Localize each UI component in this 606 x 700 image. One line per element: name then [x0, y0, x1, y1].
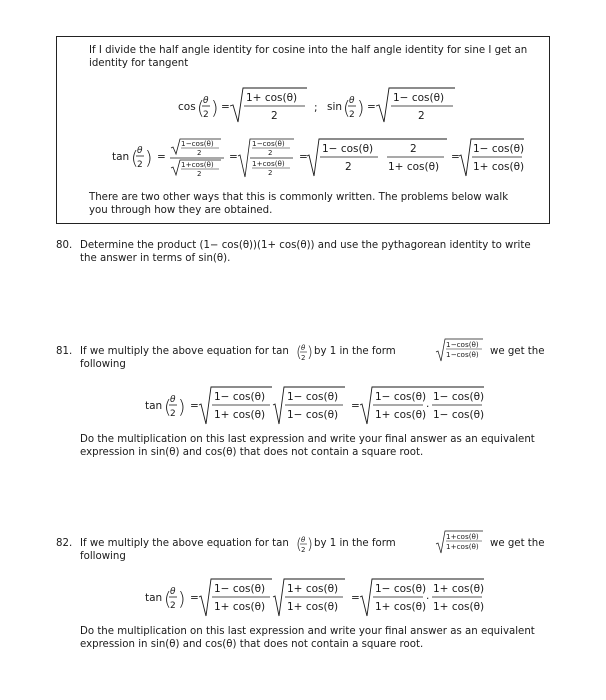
- fraction-2-denominator: 1+ cos(θ): [287, 601, 339, 613]
- fraction-3-denominator: 1+ cos(θ): [375, 409, 427, 421]
- problem-81-line-1a: If we multiply the above equation for tan: [80, 346, 289, 357]
- product-numerator-2: 2: [410, 143, 417, 155]
- theta: θ: [301, 344, 306, 352]
- sin-label: sin: [327, 101, 343, 113]
- dot: ·: [426, 401, 430, 413]
- fraction-1-denominator: 1+ cos(θ): [214, 601, 266, 613]
- equals-sign: =: [299, 151, 308, 163]
- sin-identity-numerator: 1− cos(θ): [393, 92, 445, 104]
- problem-81-number: 81.: [56, 346, 73, 357]
- problem-82-line-1c: we get the: [490, 538, 545, 549]
- two: 2: [301, 354, 306, 362]
- svg-text:(: (: [164, 588, 172, 610]
- theta: θ: [349, 96, 355, 106]
- two: 2: [197, 149, 202, 157]
- fraction-3-numerator: 1− cos(θ): [375, 583, 427, 595]
- svg-text:(: (: [197, 97, 205, 119]
- fraction-4-numerator: 1− cos(θ): [433, 391, 485, 403]
- two: 2: [203, 110, 209, 120]
- svg-text:(: (: [296, 535, 302, 553]
- svg-text:): ): [307, 343, 313, 361]
- fraction-3-denominator: 1+ cos(θ): [375, 601, 427, 613]
- tan-label: tan: [145, 592, 163, 604]
- small-denominator: 1+cos(θ): [181, 160, 214, 169]
- problem-82-instruction-1: Do the multiplication on this last expression and write your final answer as an equivalent: [80, 626, 535, 637]
- problem-80-number: 80.: [56, 240, 73, 251]
- theta: θ: [170, 587, 176, 597]
- cos-label: cos: [178, 101, 196, 113]
- product-denominator-2: 1+ cos(θ): [388, 161, 440, 173]
- dot: ·: [426, 593, 430, 605]
- fraction-1-denominator: 1+ cos(θ): [214, 409, 266, 421]
- problem-81-line-1c: we get the: [490, 346, 545, 357]
- form-denominator: 1−cos(θ): [446, 350, 479, 359]
- fraction-1-numerator: 1− cos(θ): [214, 583, 266, 595]
- result-numerator: 1− cos(θ): [473, 143, 525, 155]
- outro-line-1: There are two other ways that this is commonly written. The problems below walk: [89, 192, 509, 203]
- separator: ;: [314, 102, 318, 114]
- small-numerator: 1−cos(θ): [252, 139, 285, 148]
- fraction-2-denominator: 1− cos(θ): [287, 409, 339, 421]
- form-denominator: 1+cos(θ): [446, 542, 479, 551]
- result-denominator: 1+ cos(θ): [473, 161, 525, 173]
- intro-line-1: If I divide the half angle identity for cosine into the half angle identity for sine I get an: [89, 45, 528, 56]
- tan-label: tan: [145, 400, 163, 412]
- problem-82-line-2: following: [80, 551, 126, 562]
- problem-81-instruction-2: expression in sin(θ) and cos(θ) that does not contain a square root.: [80, 447, 424, 458]
- problem-81-line-1b: by 1 in the form: [314, 346, 396, 357]
- cos-identity-numerator: 1+ cos(θ): [246, 92, 298, 104]
- small-denominator: 1+cos(θ): [252, 159, 285, 168]
- equals-sign: =: [221, 101, 230, 113]
- two: 2: [197, 170, 202, 178]
- fraction-2-numerator: 1+ cos(θ): [287, 583, 339, 595]
- theta: θ: [137, 146, 143, 156]
- two: 2: [268, 169, 273, 177]
- equals-sign: =: [190, 400, 199, 412]
- two: 2: [349, 110, 355, 120]
- fraction-1-numerator: 1− cos(θ): [214, 391, 266, 403]
- two: 2: [301, 546, 306, 554]
- small-numerator: 1−cos(θ): [181, 139, 214, 148]
- problem-81-instruction-1: Do the multiplication on this last expression and write your final answer as an equivalent: [80, 434, 535, 445]
- sin-identity-denominator: 2: [418, 110, 425, 122]
- two: 2: [170, 409, 176, 419]
- fraction-3-numerator: 1− cos(θ): [375, 391, 427, 403]
- theta: θ: [203, 96, 209, 106]
- problem-82-instruction-2: expression in sin(θ) and cos(θ) that does not contain a square root.: [80, 639, 424, 650]
- problem-81-line-2: following: [80, 359, 126, 370]
- svg-text:(: (: [164, 396, 172, 418]
- cos-identity-denominator: 2: [271, 110, 278, 122]
- product-numerator-1: 1− cos(θ): [322, 143, 374, 155]
- outro-line-2: you through how they are obtained.: [89, 205, 273, 216]
- svg-text:): ): [145, 147, 153, 169]
- form-numerator: 1−cos(θ): [446, 340, 479, 349]
- equals-sign: =: [367, 101, 376, 113]
- theta: θ: [170, 395, 176, 405]
- problem-80-line-1: Determine the product (1− cos(θ))(1+ cos(θ)) and use the pythagorean identity to write: [80, 240, 531, 251]
- equals-sign: =: [351, 592, 360, 604]
- svg-text:): ): [307, 535, 313, 553]
- fraction-4-denominator: 1+ cos(θ): [433, 601, 485, 613]
- problem-82-line-1b: by 1 in the form: [314, 538, 396, 549]
- two: 2: [137, 160, 143, 170]
- svg-text:): ): [178, 588, 186, 610]
- intro-line-2: identity for tangent: [89, 58, 189, 69]
- problem-80-line-2: the answer in terms of sin(θ).: [80, 253, 231, 264]
- equals-sign: =: [351, 400, 360, 412]
- svg-text:(: (: [296, 343, 302, 361]
- svg-text:): ): [357, 97, 365, 119]
- svg-text:): ): [211, 97, 219, 119]
- equals-sign: =: [229, 151, 238, 163]
- two: 2: [170, 601, 176, 611]
- tan-label: tan: [112, 151, 130, 163]
- theta: θ: [301, 536, 306, 544]
- problem-82-number: 82.: [56, 538, 73, 549]
- two: 2: [268, 149, 273, 157]
- form-numerator: 1+cos(θ): [446, 532, 479, 541]
- equals-sign: =: [190, 592, 199, 604]
- svg-text:(: (: [131, 147, 139, 169]
- fraction-2-numerator: 1− cos(θ): [287, 391, 339, 403]
- svg-text:(: (: [343, 97, 351, 119]
- fraction-4-numerator: 1+ cos(θ): [433, 583, 485, 595]
- equals-sign: =: [157, 151, 166, 163]
- problem-82-line-1a: If we multiply the above equation for tan: [80, 538, 289, 549]
- svg-text:): ): [178, 396, 186, 418]
- fraction-4-denominator: 1− cos(θ): [433, 409, 485, 421]
- equals-sign: =: [451, 151, 460, 163]
- product-denominator-1: 2: [345, 161, 352, 173]
